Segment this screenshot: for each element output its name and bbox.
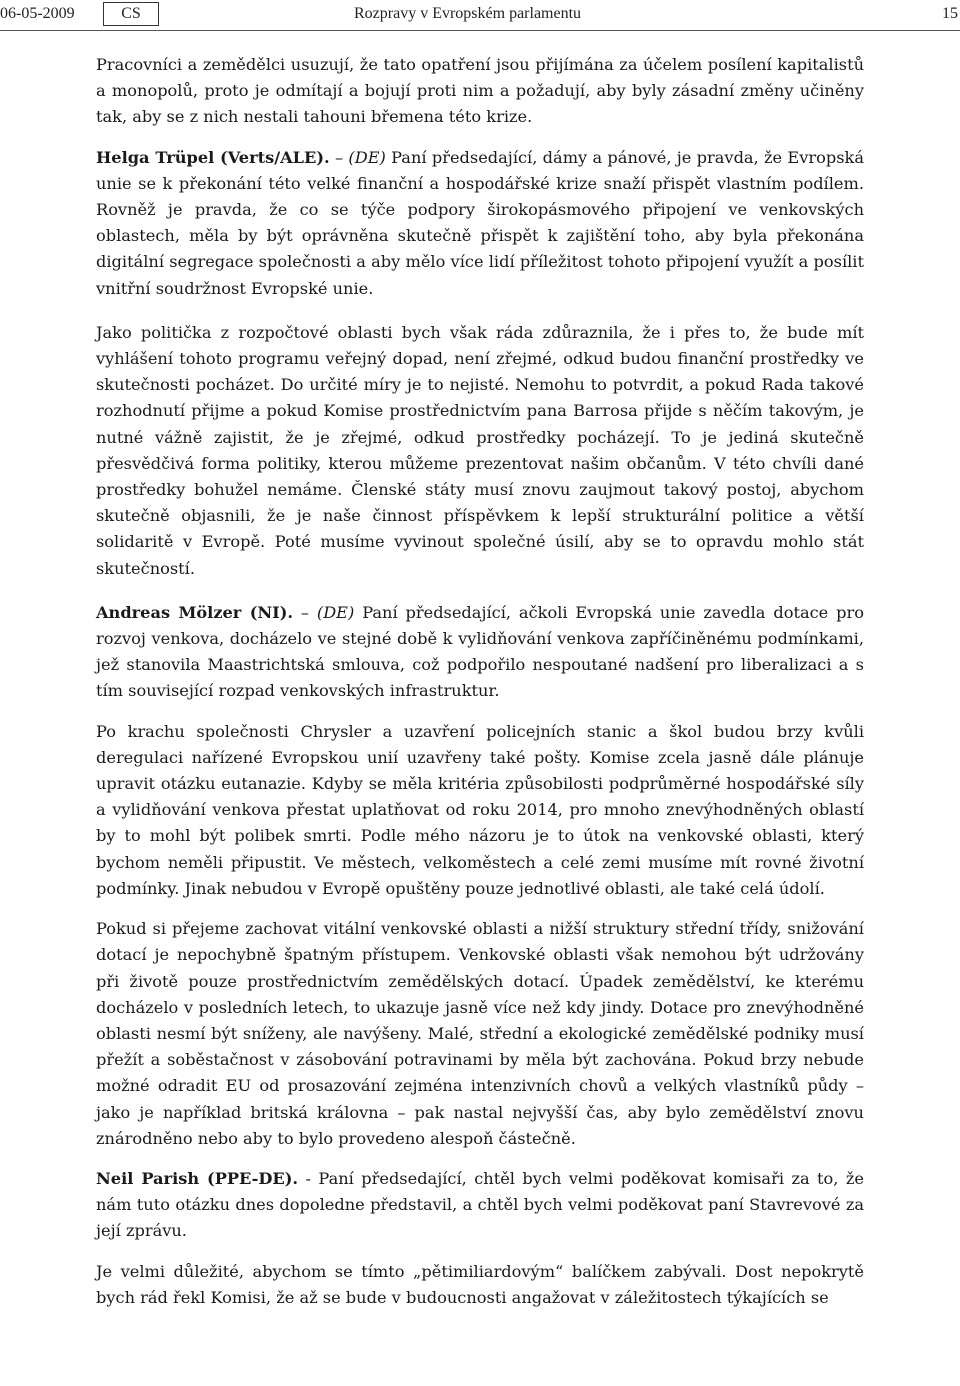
- speaker-name: Neil Parish (PPE-DE).: [96, 1168, 299, 1188]
- paragraph-text: Jako politička z rozpočtové oblasti bych však ráda zdůraznila, že i přes to, že bude mít vyhlášení tohoto programu veřejný dopad, není zřejmé, odkud budou finanční prostředky ve skutečnosti pocházet. Do určité míry je to nejisté. Nemohu to potvrdit, a pokud Rada takové rozhodnutí přijme a pokud Komise prostřednictvím pana Barrosa přijde s něčím takovým, je nutné vážně zajistit, že je zřejmé, odkud prostředky pocházejí. To je jediná skutečně přesvědčivá forma politiky, kterou můžeme prezentovat našim občanům. V této chvíli dané prostředky bohužel nemáme. Členské státy musí znovu zaujmout takový postoj, abychom skutečně objasnili, že je naše činnost příspěvkem k lepší strukturální politice a větší solidaritě v Evropě. Poté musíme vyvinout společné úsilí, aby se to opravdu mohlo stát skutečností.: [96, 322, 864, 578]
- document-title: Rozpravy v Evropském parlamentu: [354, 5, 582, 22]
- document-body: [96, 52, 864, 1325]
- paragraph: [96, 1259, 864, 1311]
- paragraph: [96, 1166, 864, 1245]
- paragraph: [96, 320, 864, 582]
- paragraph: [96, 52, 864, 131]
- paragraph: [96, 916, 864, 1152]
- speaker-name: Andreas Mölzer (NI).: [96, 602, 294, 622]
- paragraph-text: Je velmi důležité, abychom se tímto „pětimiliardovým“ balíčkem zabývali. Dost nepokrytě bych rád řekl Komisi, že až se bude v budoucnosti angažovat v záležitostech týkajících se: [96, 1261, 864, 1307]
- header-divider: [0, 30, 960, 31]
- paragraph-text: Pokud si přejeme zachovat vitální venkovské oblasti a nižší struktury střední třídy, snižování dotací je nepochybně špatným přístupem. Venkovské oblasti však nemohou být udržovány při životě pouze prostřednictvím zemědělských dotací. Úpadek zemědělství, ke kterému docházelo v posledních letech, to ukazuje jasně více než kdy jindy. Dotace pro znevýhodněné oblasti nesmí být sníženy, ale navýšeny. Malé, střední a ekologické zemědělské podniky musí přežít a soběstačnost v zásobování potravinami by měla být zachována. Pokud brzy nebude možné odradit EU od prosazování zejména intenzivních chovů a velkých vlastníků půdy – jako je například britská královna – pak nastal nejvyšší čas, aby bylo zemědělství znovu znárodněno nebo aby to bylo provedeno alespoň částečně.: [96, 919, 864, 1148]
- paragraph-text: Paní předsedající, chtěl bych velmi poděkovat komisaři za to, že nám tuto otázku dnes dopoledne představil, a chtěl bych velmi poděkovat paní Stavrevové za její zprávu.: [96, 1168, 864, 1241]
- paragraph-text: Pracovníci a zemědělci usuzují, že tato opatření jsou přijímána za účelem posílení kapitalistů a monopolů, proto je odmítají a bojují proti nim a požadují, aby byly zásadní změny učiněny tak, aby se z nich nestali tahouni břemena této krize.: [96, 55, 864, 127]
- language-code: (DE): [316, 602, 355, 622]
- paragraph: [96, 600, 864, 705]
- header-date: 06-05-2009: [0, 5, 75, 22]
- speaker-name: Helga Trüpel (Verts/ALE).: [96, 147, 330, 167]
- paragraph: [96, 145, 864, 302]
- page-number: 15: [942, 5, 958, 22]
- speaker-dash: –: [293, 602, 317, 622]
- speaker-dash: –: [329, 147, 349, 167]
- paragraph: [96, 719, 864, 902]
- language-code: (DE): [348, 147, 386, 167]
- paragraph-text: Paní předsedající, dámy a pánové, je pravda, že Evropská unie se k překonání této velké finanční a hospodářské krize snaží přispět vlastním podílem. Rovněž je pravda, že co se týče podpory širokopásmového připojení ve venkovských oblastech, měla by být oprávněna skutečně přispět k zajištění toho, aby byla překonána digitální segregace společnosti a aby mělo více lidí příležitost tohoto připojení využít a posílit vnitřní soudržnost Evropské unie.: [96, 147, 865, 298]
- page-header: [0, 0, 960, 30]
- paragraph-text: Paní předsedající, ačkoli Evropská unie zavedla dotace pro rozvoj venkova, docházelo ve stejné době k vylidňování venkova zapříčiněnému podmínkami, jež stanovila Maastrichtská smlouva, což podpořilo nespoutané nadšení pro liberalizaci a s tím související rozpad venkovských infrastruktur.: [96, 602, 864, 701]
- speaker-dash: -: [298, 1168, 319, 1188]
- paragraph-text: Po krachu společnosti Chrysler a uzavření policejních stanic a škol budou brzy kvůli deregulaci nařízené Evropskou unií uzavřeny také pošty. Komise zcela jasně dále plánuje upravit otázku eutanazie. Kdyby se měla kritéria způsobilosti podprůměrné hospodářské síly a vylidňování venkova přestat uplatňovat od roku 2014, pro mnoho znevýhodněných oblastí by to mohl být polibek smrti. Podle mého názoru je to útok na venkovské oblasti, který bychom neměli připustit. Ve městech, velkoměstech a celé zemi musíme mít rovné životní podmínky. Jinak nebudou v Evropě opuštěny pouze jednotlivé oblasti, ale také celá údolí.: [96, 721, 864, 898]
- language-badge: CS: [103, 2, 159, 26]
